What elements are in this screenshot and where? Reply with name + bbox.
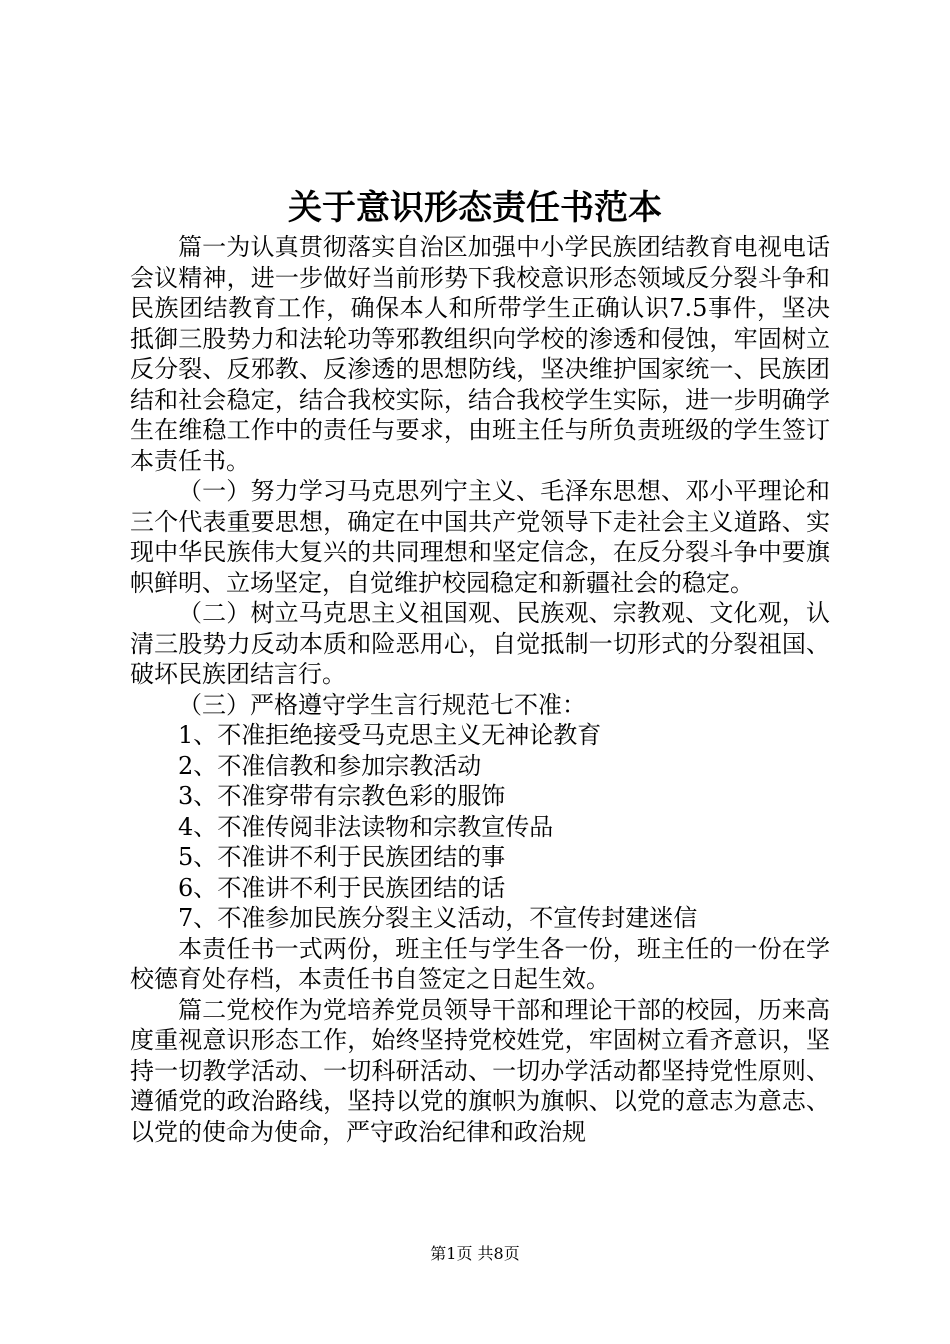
document-title: 关于意识形态责任书范本 (288, 188, 662, 228)
rule-item: 4、不准传阅非法读物和宗教宣传品 (178, 812, 554, 841)
paragraph-item-1: （一）努力学习马克思列宁主义、毛泽东思想、邓小平理论和三个代表重要思想，确定在中国共产党领导下走社会主义道路、实现中华民族伟大复兴的共同理想和坚定信念，在反分裂斗争中要旗帜鲜明、立场坚定，自觉维护校园稳定和新疆社会的稳定。 (130, 477, 830, 597)
rule-item: 5、不准讲不利于民族团结的事 (178, 843, 506, 871)
rule-item: 3、不准穿带有宗教色彩的服饰 (178, 782, 506, 810)
paragraph-item-3: （三）严格遵守学生言行规范七不准： (178, 690, 586, 719)
paragraph-closing: 本责任书一式两份，班主任与学生各一份，班主任的一份在学校德育处存档，本责任书自签定之日起生效。 (130, 934, 830, 993)
rule-item: 2、不准信教和参加宗教活动 (178, 751, 482, 780)
paragraph-intro: 篇一为认真贯彻落实自治区加强中小学民族团结教育电视电话会议精神，进一步做好当前形势下我校意识形态领域反分裂斗争和民族团结教育工作，确保本人和所带学生正确认识7.5事件，坚决抵御三股势力和法轮功等邪教组织向学校的渗透和侵蚀，牢固树立反分裂、反邪教、反渗透的思想防线，坚决维护国家统一、民族团结和社会稳定，结合我校实际，结合我校学生实际，进一步明确学生在维稳工作中的责任与要求，由班主任与所负责班级的学生签订本责任书。 (130, 233, 830, 475)
paragraph-item-2: （二）树立马克思主义祖国观、民族观、宗教观、文化观，认清三股势力反动本质和险恶用心，自觉抵制一切形式的分裂祖国、破坏民族团结言行。 (130, 599, 830, 688)
rule-item: 1、不准拒绝接受马克思主义无神论教育 (178, 721, 602, 749)
paragraph-part-two: 篇二党校作为党培养党员领导干部和理论干部的校园，历来高度重视意识形态工作，始终坚持党校姓党，牢固树立看齐意识，坚持一切教学活动、一切科研活动、一切办学活动都坚持党性原则、遵循党的政治路线，坚持以党的旗帜为旗帜、以党的意志为意志、以党的使命为使命，严守政治纪律和政治规 (130, 995, 830, 1146)
document-body (130, 232, 830, 1147)
rule-item: 6、不准讲不利于民族团结的话 (178, 873, 506, 902)
rule-item: 7、不准参加民族分裂主义活动，不宣传封建迷信 (178, 904, 698, 932)
page-footer: 第1页 共8页 (430, 1244, 520, 1263)
